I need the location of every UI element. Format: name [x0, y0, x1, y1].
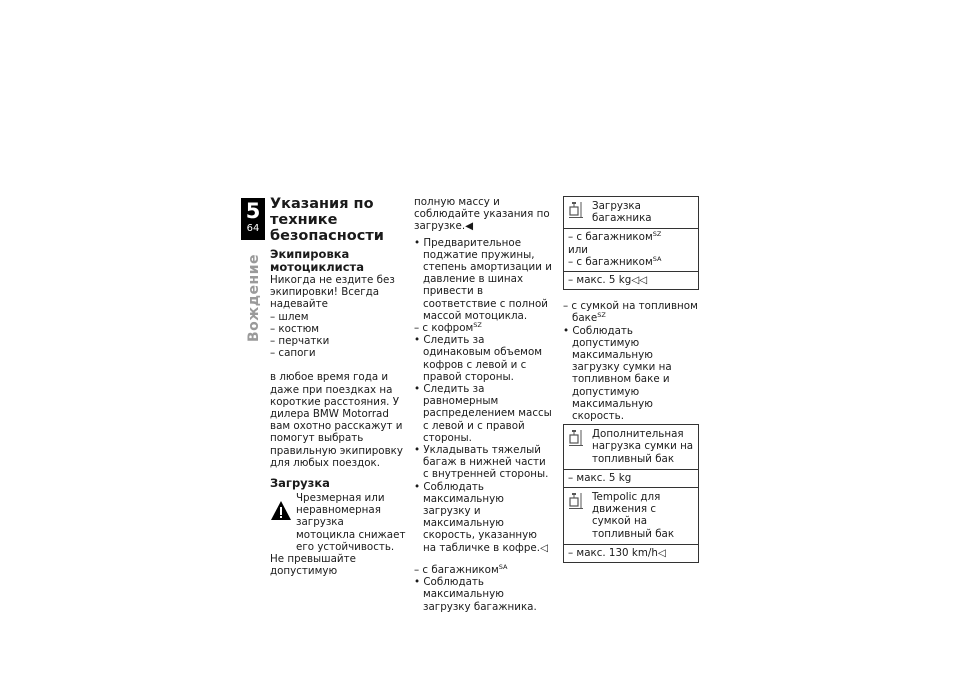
list-item: • Укладывать тяжелый багаж в нижней части с внутренней стороны.: [414, 444, 549, 481]
column-3: [563, 196, 699, 563]
condition-case: – с кофром$^{SZ}$: [414, 321, 482, 335]
list-item: • Следить за одинаковым объемом кофров с левой и с правой стороны.: [414, 334, 543, 383]
gear-item: – костюм: [270, 322, 320, 335]
chapter-title: Вождение: [246, 254, 262, 342]
subheading-gear: Экипировка мотоциклиста: [270, 247, 364, 274]
spec-case: – с багажником$^{SZ}$: [568, 230, 662, 244]
spec-or: или: [568, 243, 588, 256]
condition-case: – с сумкой на топливном баке$^{SZ}$: [563, 300, 698, 325]
weight-spec-icon: [569, 492, 583, 510]
end-mark-icon: ◀: [465, 220, 474, 233]
subheading-loading: Загрузка: [270, 476, 330, 491]
loading-text: Не превышайте допустимую: [270, 553, 356, 578]
warning-triangle-icon: [270, 500, 292, 522]
end-mark-icon: ◁: [539, 541, 548, 554]
end-mark-icon: ◁: [657, 546, 666, 559]
spec-case: – с багажником$^{SA}$: [568, 254, 662, 268]
gear-paragraph: в любое время года и даже при поездках на короткие расстояния. У дилера BMW Motorrad вам охотно расскажут и помогут выбрать правильную экипировку для любых поездок.: [270, 371, 403, 469]
spec-box-rack: [563, 196, 699, 290]
spec-title: Tempolic для движения с сумкой на топливный бак: [592, 491, 675, 540]
list-item: • Соблюдать допустимую максимальную загрузку сумки на топливном баке и допустимую максимальную скорость.: [563, 324, 672, 423]
condition-case: – с багажником$^{SA}$: [414, 562, 508, 576]
list-item: • Соблюдать максимальную загрузку и максимальную скорость, указанную на табличке в кофре.◁: [414, 480, 548, 554]
list-item: • Следить за равномерным распределением массы с левой и с правой стороны.: [414, 383, 552, 444]
warning-text: Чрезмерная или неравномерная загрузка мотоцикла снижает его устойчивость.: [296, 492, 406, 553]
spec-box-tank-bag-speed: [563, 488, 699, 563]
warning-block: [270, 492, 406, 553]
spec-title: Дополнительная нагрузка сумки на топливный бак: [592, 428, 694, 465]
end-mark-icon: ◁◁: [631, 274, 648, 287]
loading-text-continued: полную массу и соблюдайте указания по загрузке.◀: [414, 196, 550, 233]
chapter-tab: [241, 198, 265, 240]
spec-title: Загрузка багажника: [592, 200, 652, 225]
spec-box-tank-bag-load: [563, 424, 699, 488]
spec-value: – макс. 5 kg◁◁: [568, 274, 648, 287]
column-2: [414, 196, 552, 613]
gear-item: – перчатки: [270, 335, 330, 348]
chapter-number: 5: [245, 199, 261, 223]
gear-item: – шлем: [270, 310, 309, 323]
spec-value: – макс. 130 km/h◁: [568, 546, 666, 559]
gear-intro: Никогда не ездите без экипировки! Всегда надевайте: [270, 274, 395, 311]
gear-item: – сапоги: [270, 347, 316, 360]
spec-value: – макс. 5 kg: [568, 471, 632, 484]
page-number: 64: [246, 223, 260, 234]
weight-spec-icon: [569, 201, 583, 219]
section-title: Указания по технике безопасности: [270, 196, 384, 244]
list-item: • Соблюдать максимальную загрузку багажника.: [414, 576, 537, 613]
column-1: [270, 196, 406, 577]
list-item: • Предварительное поджатие пружины, степень амортизации и давление в шинах привести в соответствие с полной массой мотоцикла.: [414, 236, 552, 322]
weight-spec-icon: [569, 429, 583, 447]
